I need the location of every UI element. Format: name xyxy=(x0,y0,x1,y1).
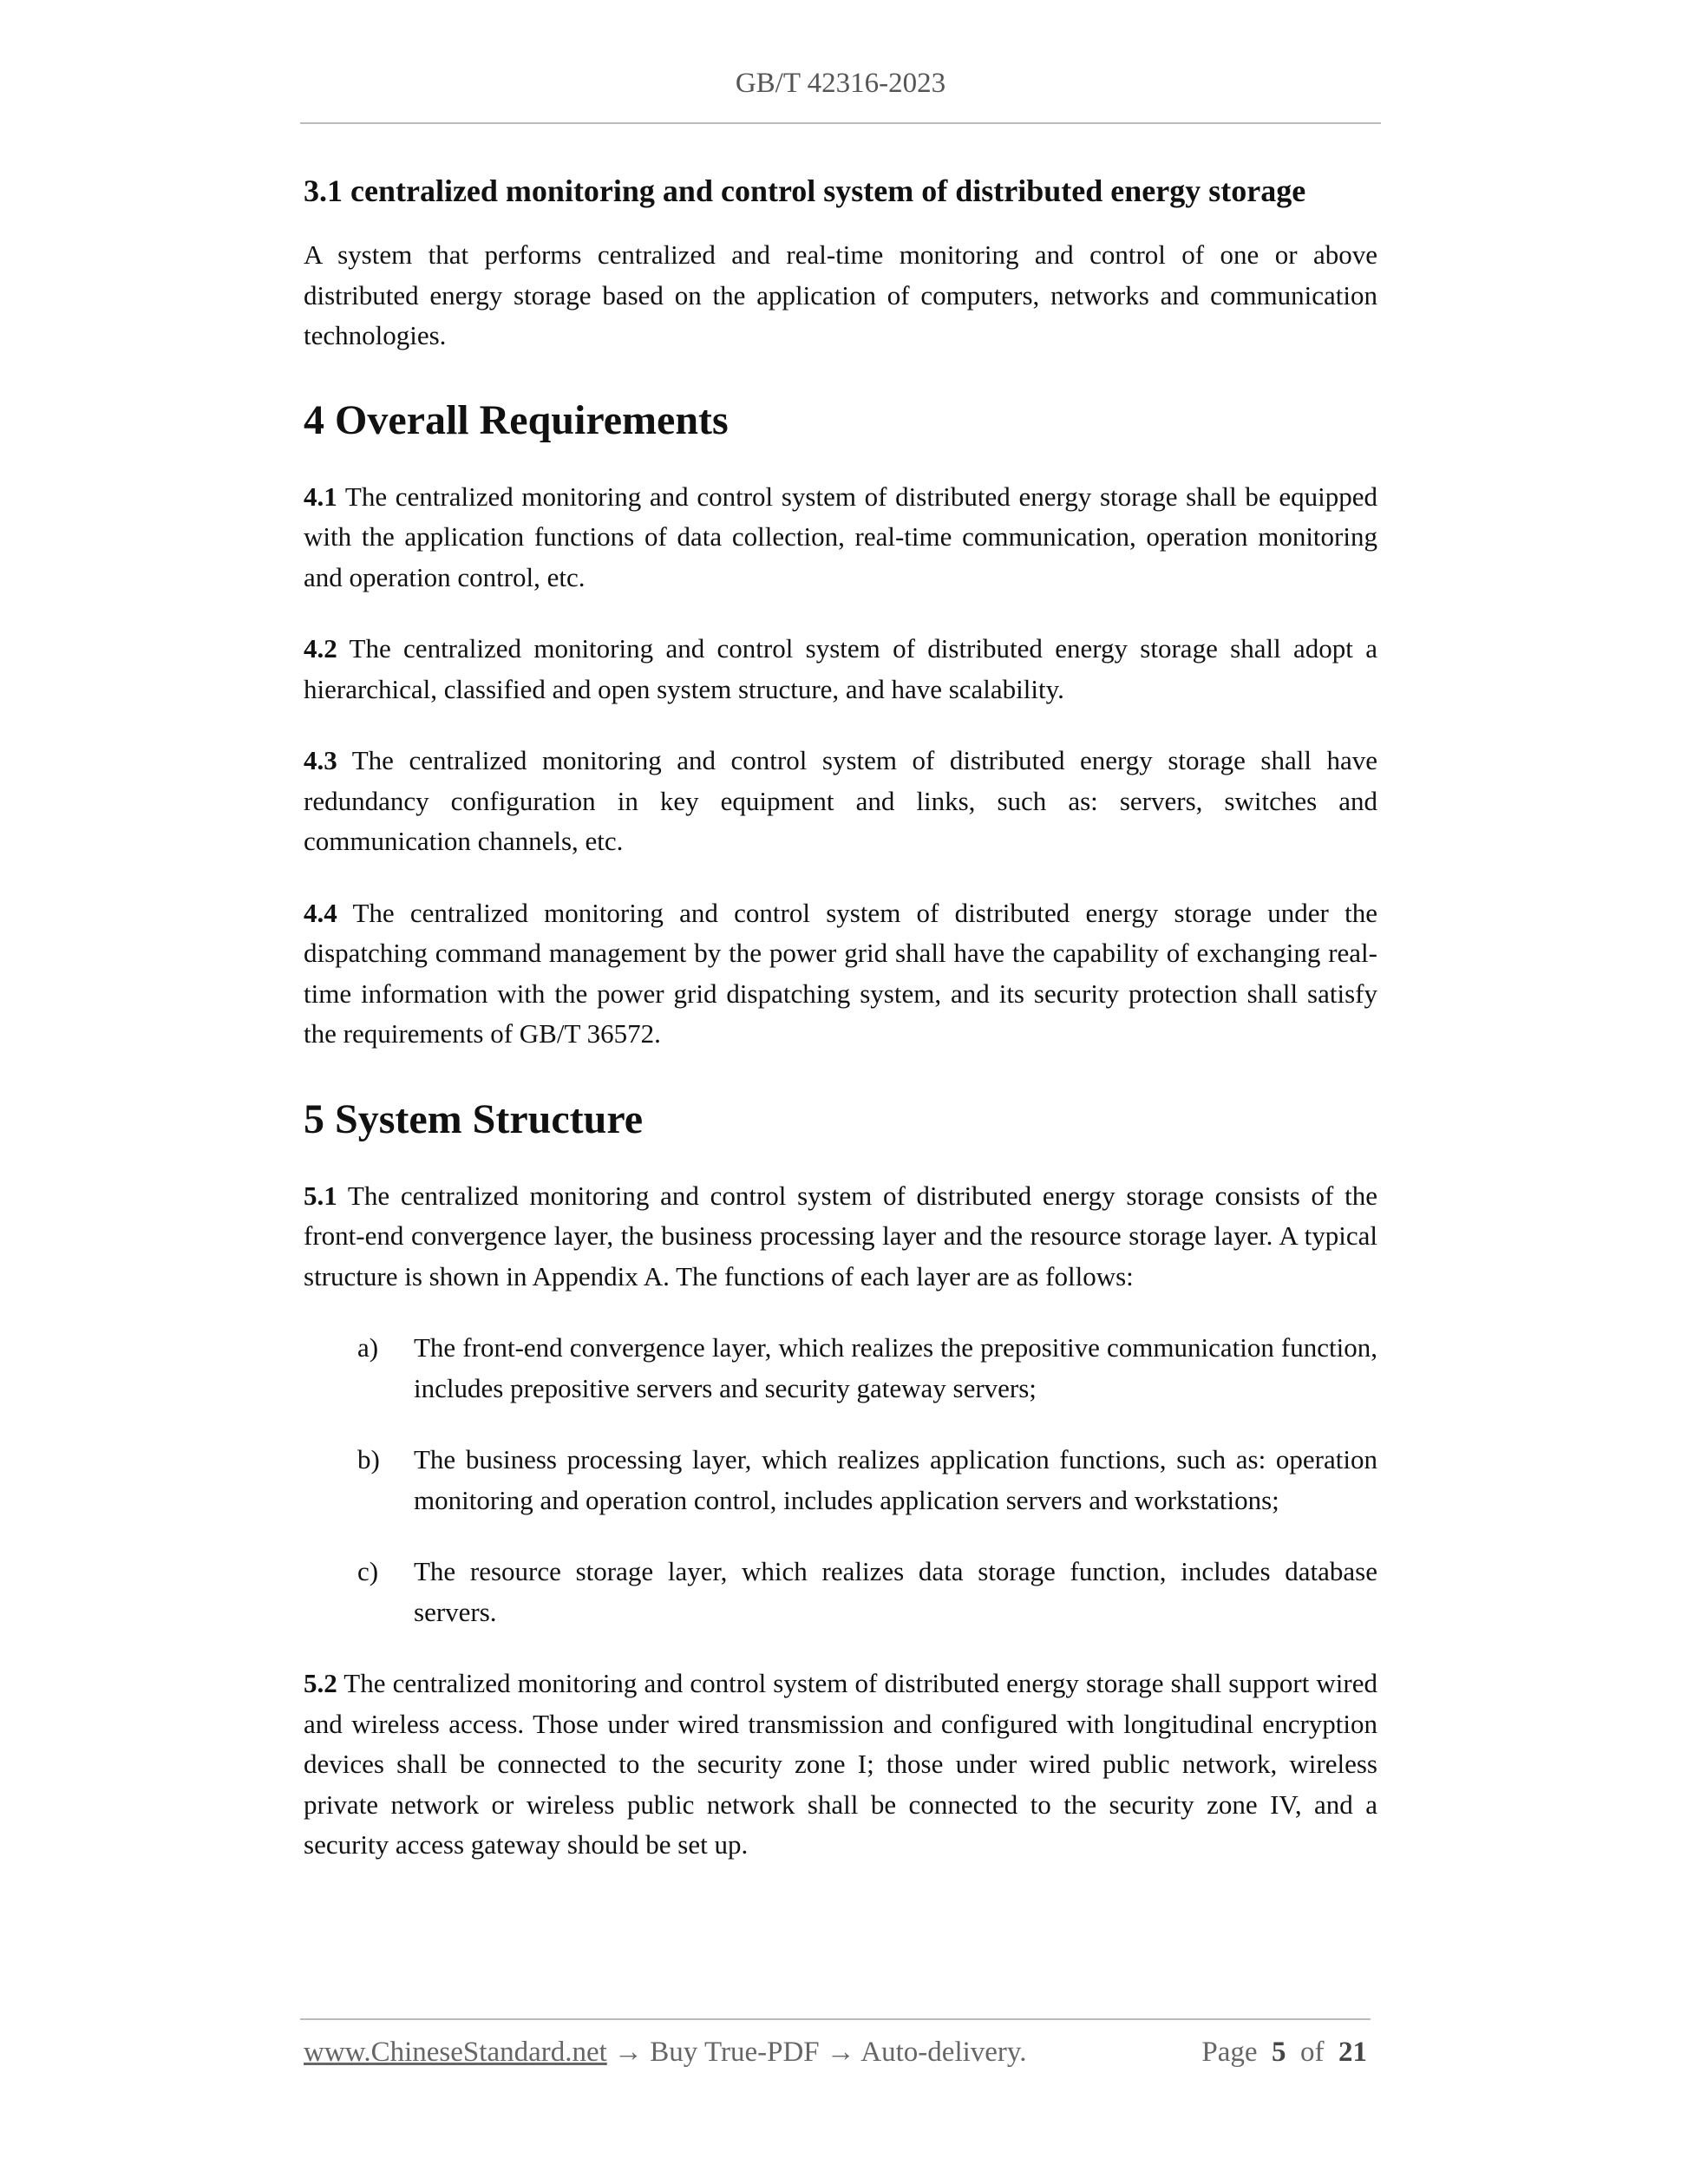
clause-4-4 xyxy=(304,893,1377,1055)
footer-promo xyxy=(304,2037,1027,2069)
list-marker: c) xyxy=(357,1556,379,1586)
section-5-heading: 5 System Structure xyxy=(304,1095,644,1142)
clause-5-2 xyxy=(304,1664,1377,1866)
clause-4-3 xyxy=(304,741,1377,862)
clause-text: The centralized monitoring and control system of distributed energy storage shall be equipped with the application functions of data collection, real-time communication, operation monitoring and operation control, etc. xyxy=(304,481,1377,592)
page-indicator xyxy=(1201,2037,1367,2069)
clause-text: The centralized monitoring and control system of distributed energy storage under the dispatching command management by the power grid shall have the capability of exchanging real-time information with the power grid dispatching system, and its security protection shall satisfy the requirements of GB/T 36572. xyxy=(304,897,1377,1049)
clause-text: The centralized monitoring and control system of distributed energy storage shall adopt a hierarchical, classified and open system structure, and have scalability. xyxy=(304,633,1377,704)
clause-number: 4.3 xyxy=(304,745,337,775)
list-item-text: The front-end convergence layer, which realizes the prepositive communication function, includes prepositive servers and security gateway servers; xyxy=(414,1332,1377,1403)
document-body xyxy=(304,170,1377,1866)
clause-text: The centralized monitoring and control system of distributed energy storage shall have redundancy configuration in key equipment and links, such as: servers, switches and communication channels, etc. xyxy=(304,745,1377,856)
list-item-text: The resource storage layer, which realizes data storage function, includes database servers. xyxy=(414,1556,1377,1627)
clause-number: 4.1 xyxy=(304,481,337,512)
list-item-text: The business processing layer, which realizes application functions, such as: operation monitoring and operation control, includes application servers and workstations; xyxy=(414,1444,1377,1515)
page-header: GB/T 42316-2023 xyxy=(735,68,946,99)
term-3-1-definition: A system that performs centralized and real-time monitoring and control of one or above distributed energy storage based on the application of computers, networks and communication technologies. xyxy=(304,239,1377,350)
footer-tagline: → Buy True-PDF → Auto-delivery. xyxy=(606,2037,1027,2068)
clause-5-1 xyxy=(304,1176,1377,1298)
header-divider xyxy=(300,122,1381,124)
clause-number: 5.2 xyxy=(304,1668,337,1698)
list-item-b xyxy=(304,1440,1377,1520)
term-3-1-title: 3.1 centralized monitoring and control system of distributed energy storage xyxy=(304,173,1306,208)
current-page-number: 5 xyxy=(1272,2037,1286,2068)
page-footer xyxy=(304,2037,1367,2076)
clause-4-2 xyxy=(304,629,1377,709)
page-label: Page xyxy=(1201,2037,1258,2068)
section-4-heading: 4 Overall Requirements xyxy=(304,396,729,443)
of-label: of xyxy=(1300,2037,1325,2068)
clause-4-1 xyxy=(304,477,1377,598)
clause-number: 4.2 xyxy=(304,633,337,664)
list-item-c xyxy=(304,1552,1377,1632)
total-pages-number: 21 xyxy=(1338,2037,1367,2068)
list-marker: a) xyxy=(357,1332,379,1363)
list-item-a xyxy=(304,1328,1377,1409)
clause-text: The centralized monitoring and control system of distributed energy storage consists of the front-end convergence layer, the business processing layer and the resource storage layer. A typical structure is shown in Appendix A. The functions of each layer are as follows: xyxy=(304,1180,1377,1291)
clause-number: 5.1 xyxy=(304,1180,337,1211)
clause-number: 4.4 xyxy=(304,897,337,928)
clause-text: The centralized monitoring and control system of distributed energy storage shall support wired and wireless access. Those under wired transmission and configured with longitudinal encryption devices shall be connected to the security zone I; those under wired public network, wireless private network or wireless public network shall be connected to the security zone IV, and a security access gateway should be set up. xyxy=(304,1668,1377,1860)
website-link[interactable]: www.ChineseStandard.net xyxy=(304,2037,607,2068)
list-marker: b) xyxy=(357,1444,380,1475)
footer-divider xyxy=(300,2018,1371,2020)
